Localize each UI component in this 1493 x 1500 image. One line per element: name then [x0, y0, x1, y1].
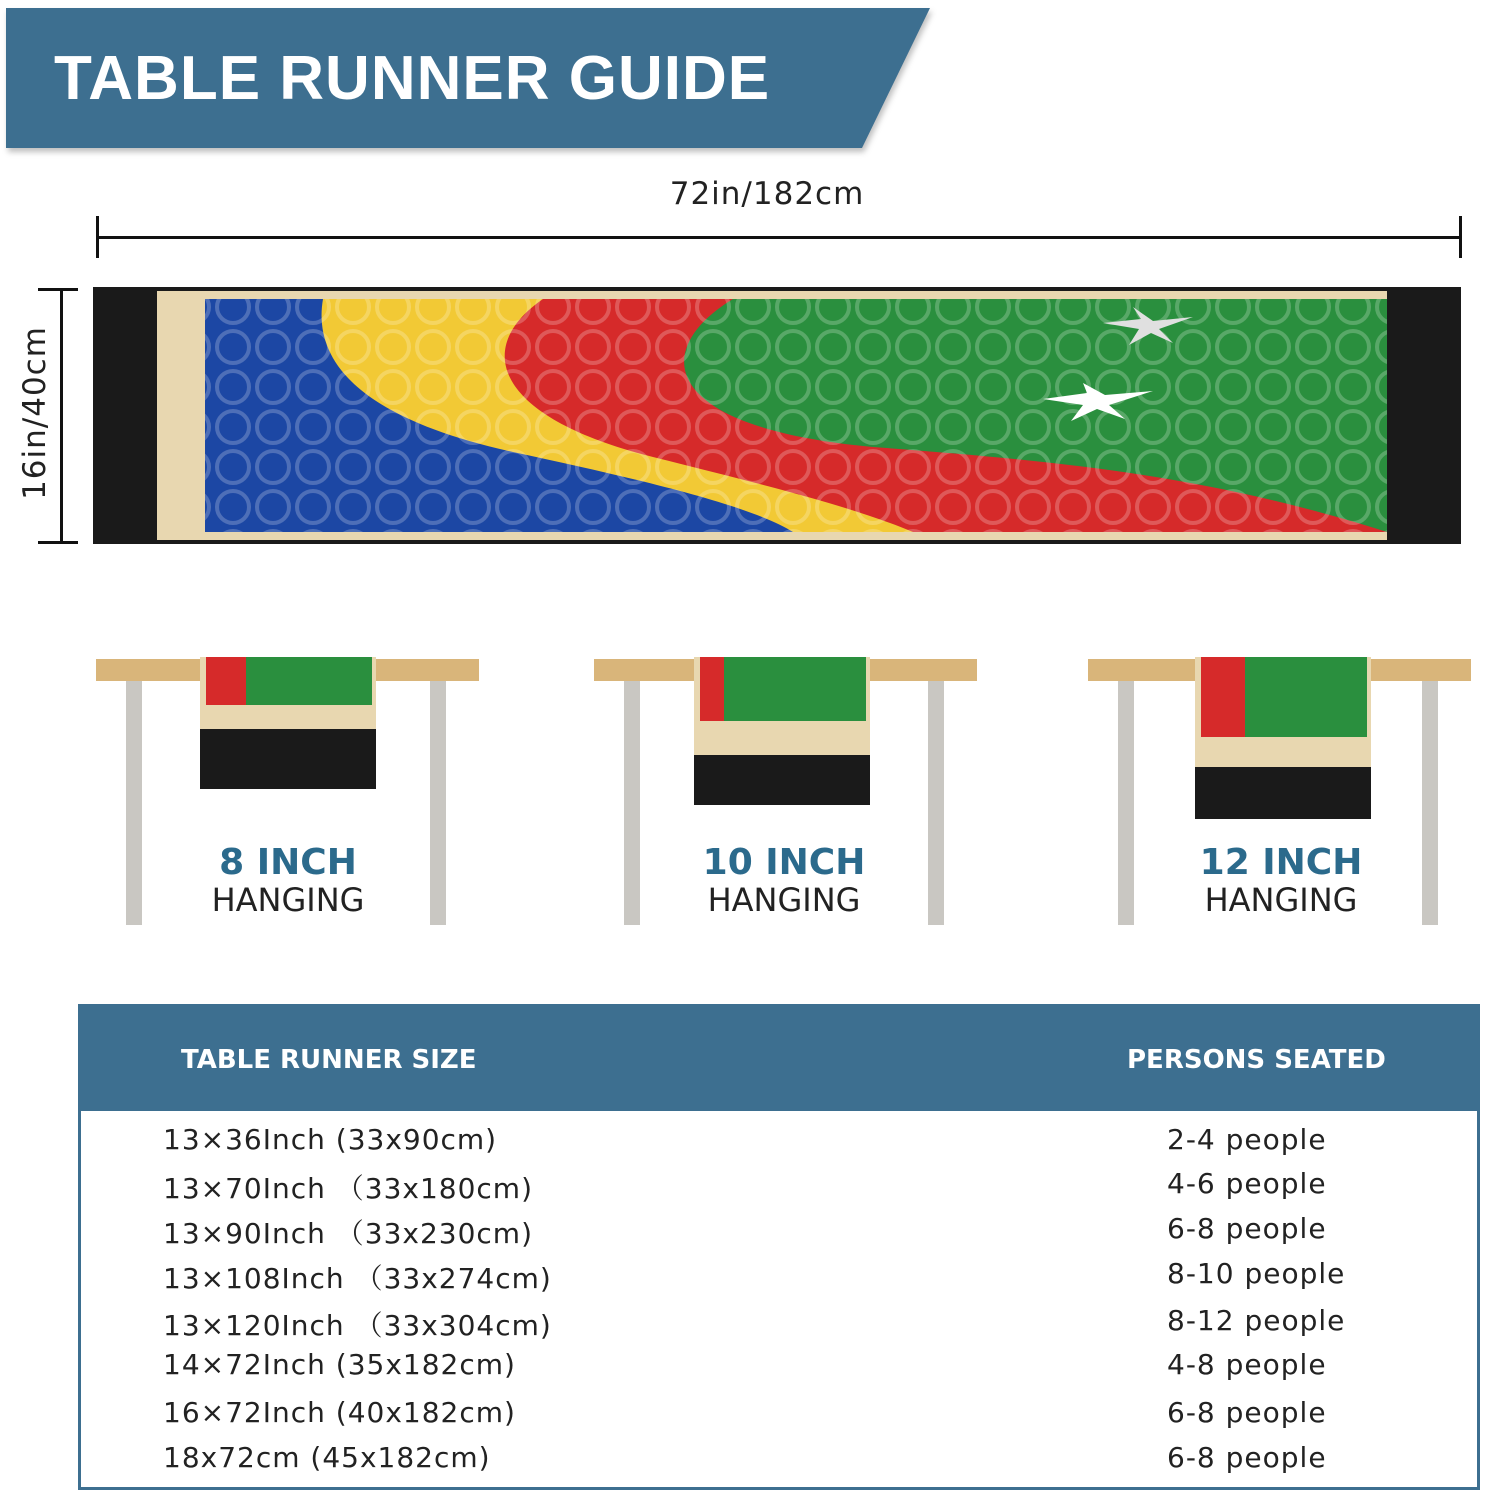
row-persons: 4-6 people: [1167, 1167, 1327, 1200]
table-diagram-12-inch: [1088, 659, 1488, 939]
column-header-size: TABLE RUNNER SIZE: [181, 1045, 477, 1075]
size-table-header: [81, 1007, 1477, 1111]
height-dimension-line: [60, 289, 63, 543]
title-banner: [6, 8, 930, 148]
row-size: 18x72cm (45x182cm): [163, 1441, 491, 1474]
hanging-runner: [200, 657, 376, 789]
row-size: 13×90Inch （33x230cm): [163, 1217, 534, 1250]
hanging-runner: [694, 657, 870, 805]
hanging-word: HANGING: [211, 880, 365, 919]
row-persons: 8-10 people: [1167, 1257, 1346, 1290]
hanging-word: HANGING: [707, 880, 861, 919]
row-size: 13×120Inch （33x304cm): [163, 1309, 552, 1342]
row-size: 13×108Inch （33x274cm): [163, 1262, 552, 1295]
row-persons: 2-4 people: [1167, 1123, 1327, 1156]
hanging-label: [634, 843, 934, 918]
size-table: [78, 1004, 1480, 1490]
hanging-size: 8 INCH: [219, 842, 357, 883]
hanging-size: 10 INCH: [702, 842, 866, 883]
row-size: 14×72Inch (35x182cm): [163, 1348, 516, 1381]
row-persons: 4-8 people: [1167, 1348, 1327, 1381]
page-title: TABLE RUNNER GUIDE: [54, 44, 771, 113]
row-persons: 6-8 people: [1167, 1396, 1327, 1429]
width-dimension-cap-left: [96, 216, 99, 258]
row-persons: 6-8 people: [1167, 1441, 1327, 1474]
width-dimension-cap-right: [1459, 216, 1462, 258]
hanging-word: HANGING: [1204, 880, 1358, 919]
height-dimension-cap-bottom: [38, 541, 78, 544]
hanging-runner-artwork: [694, 657, 870, 805]
row-size: 13×36Inch (33x90cm): [163, 1123, 498, 1156]
row-persons: 8-12 people: [1167, 1304, 1346, 1337]
hanging-label: [138, 843, 438, 918]
row-size: 16×72Inch (40x182cm): [163, 1396, 516, 1429]
table-diagram-10-inch: [594, 659, 994, 939]
hanging-runner-artwork: [1195, 657, 1371, 819]
width-dimension-label: 72in/182cm: [669, 176, 865, 212]
hanging-runner: [1195, 657, 1371, 819]
flag-artwork: [93, 287, 1461, 544]
hanging-size: 12 INCH: [1199, 842, 1363, 883]
height-dimension-cap-top: [38, 288, 78, 291]
table-runner-image: [93, 287, 1461, 544]
row-size: 13×70Inch （33x180cm): [163, 1172, 534, 1205]
column-header-persons: PERSONS SEATED: [1127, 1045, 1386, 1075]
hanging-runner-artwork: [200, 657, 376, 789]
width-dimension-line: [97, 236, 1461, 239]
table-diagram-8-inch: [96, 659, 496, 939]
row-persons: 6-8 people: [1167, 1212, 1327, 1245]
height-dimension-label: 16in/40cm: [17, 326, 53, 500]
hanging-label: [1131, 843, 1431, 918]
